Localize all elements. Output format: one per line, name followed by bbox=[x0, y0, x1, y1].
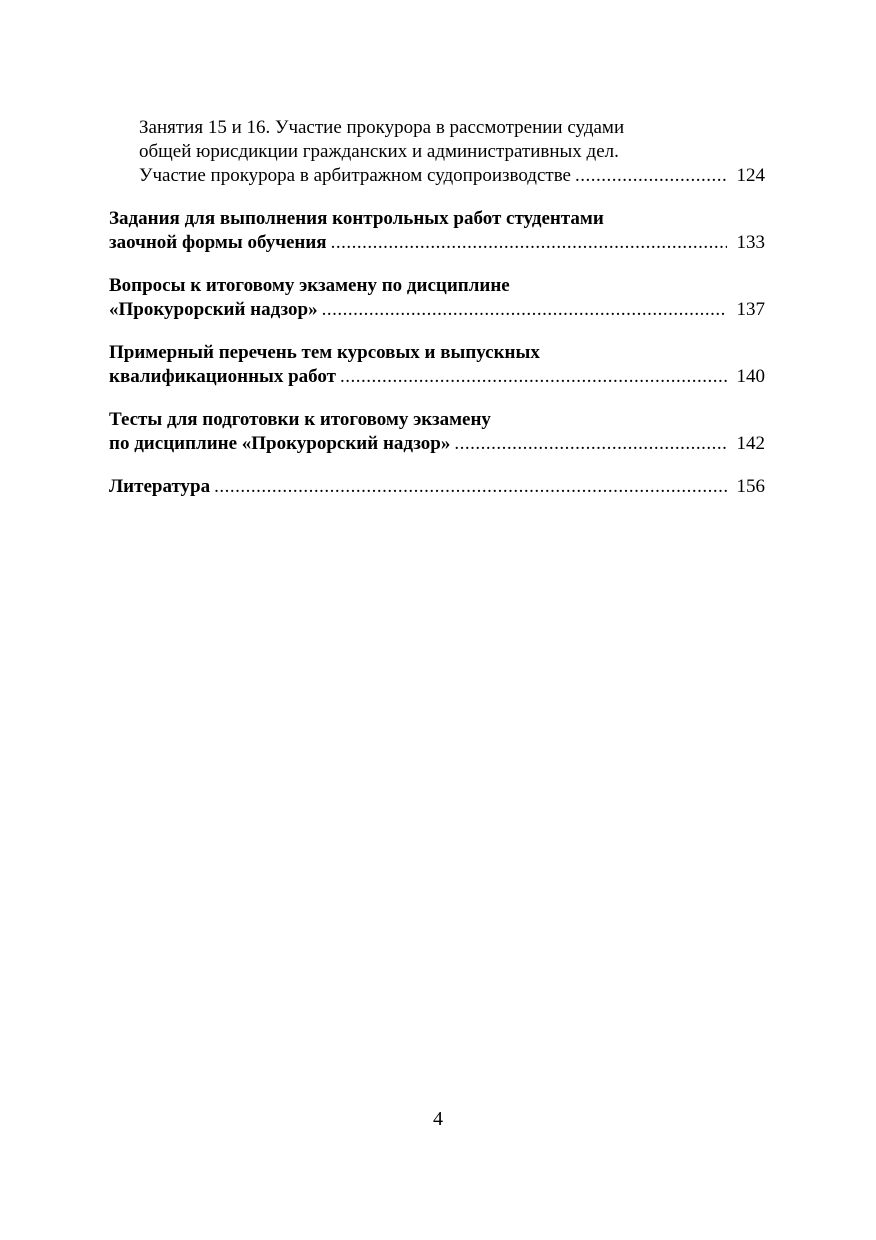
toc-entry-title-line: квалификационных работ bbox=[109, 366, 337, 387]
toc-entry-title-line: по дисциплине «Прокурорский надзор» bbox=[109, 433, 451, 454]
dot-leader bbox=[340, 365, 727, 389]
toc-entry-lessons-15-16[interactable] bbox=[109, 116, 765, 188]
page-number: 4 bbox=[433, 1108, 443, 1130]
toc-page-number: 142 bbox=[736, 433, 765, 454]
toc-entry-last-line bbox=[109, 432, 765, 456]
dot-leader bbox=[454, 432, 727, 456]
toc-entry-title-line: общей юрисдикции гражданских и административных дел. bbox=[139, 141, 619, 162]
toc-entry-title-line: заочной формы обучения bbox=[109, 232, 327, 253]
dot-leader bbox=[331, 231, 727, 255]
toc-entry-title-line: Задания для выполнения контрольных работ студентами bbox=[109, 208, 604, 229]
toc-page-number: 156 bbox=[736, 476, 765, 497]
toc-entry-last-line bbox=[109, 475, 765, 499]
toc-entry-last-line bbox=[109, 365, 765, 389]
dot-leader bbox=[575, 164, 727, 188]
table-of-contents bbox=[109, 116, 765, 499]
toc-entry-last-line bbox=[139, 164, 765, 188]
dot-leader bbox=[214, 475, 727, 499]
toc-entry-last-line bbox=[109, 298, 765, 322]
toc-entry-title-line: Вопросы к итоговому экзамену по дисциплине bbox=[109, 275, 510, 296]
toc-entry-control-works[interactable] bbox=[109, 207, 765, 255]
toc-entry-title-line: Примерный перечень тем курсовых и выпускных bbox=[109, 342, 540, 363]
toc-entry-title-line: Тесты для подготовки к итоговому экзамену bbox=[109, 409, 491, 430]
toc-entry-course-topics[interactable] bbox=[109, 341, 765, 389]
toc-entry-title-line: «Прокурорский надзор» bbox=[109, 299, 318, 320]
toc-page-number: 140 bbox=[736, 366, 765, 387]
toc-page-number: 137 bbox=[736, 299, 765, 320]
toc-page-number: 133 bbox=[736, 232, 765, 253]
toc-entry-literature[interactable] bbox=[109, 475, 765, 499]
toc-entry-title-line: Литература bbox=[109, 476, 211, 497]
dot-leader bbox=[322, 298, 727, 322]
toc-entry-title-line: Участие прокурора в арбитражном судопроизводстве bbox=[139, 165, 571, 186]
toc-entry-exam-questions[interactable] bbox=[109, 274, 765, 322]
toc-page-number: 124 bbox=[736, 165, 765, 186]
toc-entry-title-line: Занятия 15 и 16. Участие прокурора в рассмотрении судами bbox=[139, 117, 625, 138]
toc-entry-tests[interactable] bbox=[109, 408, 765, 456]
toc-entry-last-line bbox=[109, 231, 765, 255]
